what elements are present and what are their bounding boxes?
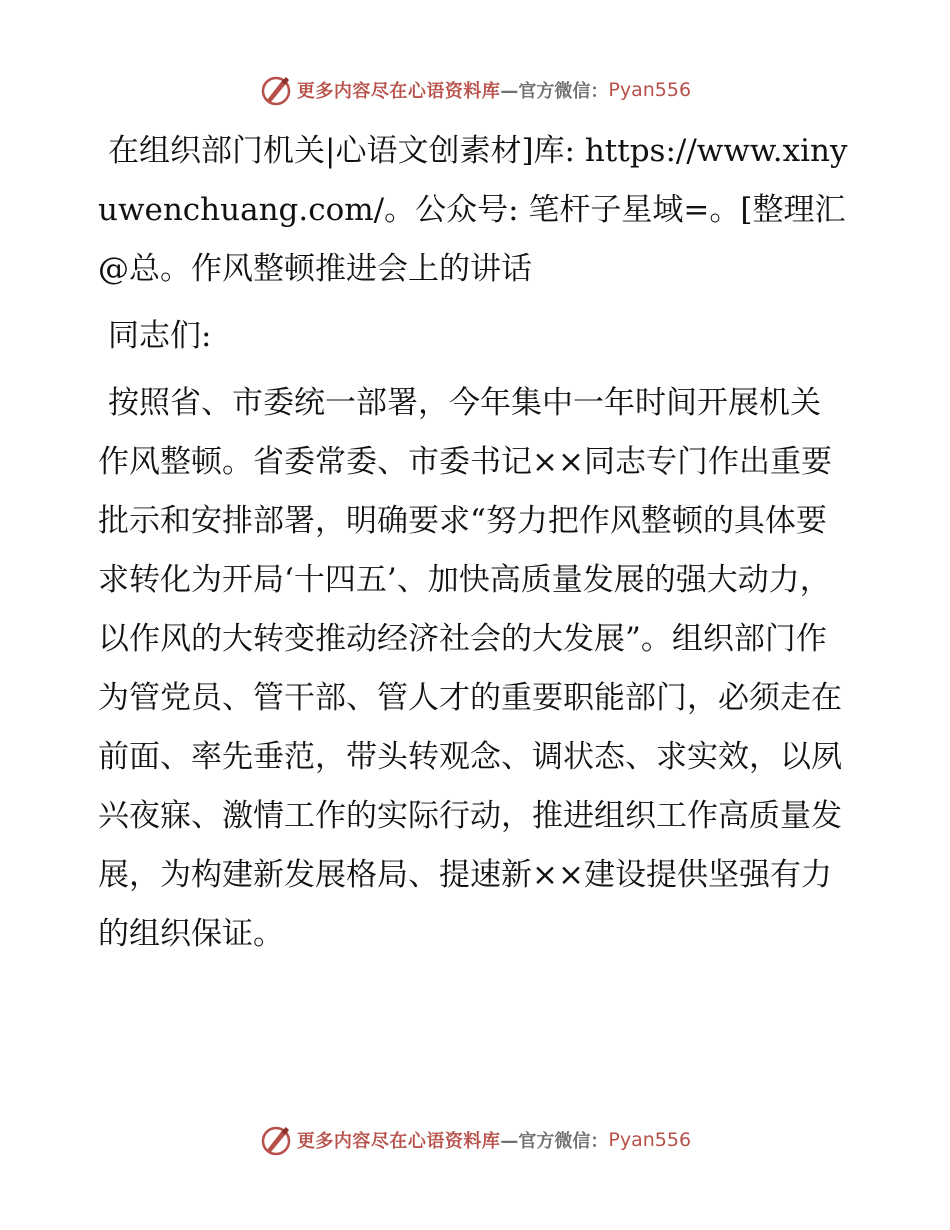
pen-logo-icon (259, 1123, 293, 1157)
watermark-red-text: 更多内容尽在心语资料库 (296, 1131, 501, 1152)
watermark-id: Pyan556 (608, 79, 692, 101)
watermark-id: Pyan556 (608, 1129, 692, 1151)
watermark-footer (0, 1120, 950, 1160)
watermark-gray-text: —官方微信： (500, 1131, 609, 1152)
document-body: 按照省、市委统一部署，今年集中一年时间开展机关作风整顿。省委常委、市委书记××同志专门作出重要批示和安排部署，明确要求“努力把作风整顿的具体要求转化为开局‘十四五’、加快高质量发展的强大动力，以作风的大转变推动经济社会的大发展”。组织部门作为管党员、管干部、管人才的重要职能部门，必须走在前面、率先垂范，带头转观念、调状态、求实效，以夙兴夜寐、激情工作的实际行动，推进组织工作高质量发展，为构建新发展格局、提速新××建设提供坚强有力的组织保证。 (98, 385, 842, 952)
document-greeting: 同志们: (108, 318, 212, 354)
document-header: 在组织部门机关|心语文创素材]库: https://www.xinyuwenchuang.com/。公众号: 笔杆子星域=。[整理汇@总。作风整顿推进会上的讲话 (98, 133, 848, 287)
watermark-gray-text: —官方微信： (500, 81, 609, 102)
pen-logo-icon (259, 73, 293, 107)
watermark-red-text: 更多内容尽在心语资料库 (296, 81, 501, 102)
watermark-header (0, 70, 950, 110)
document-content (98, 122, 850, 964)
